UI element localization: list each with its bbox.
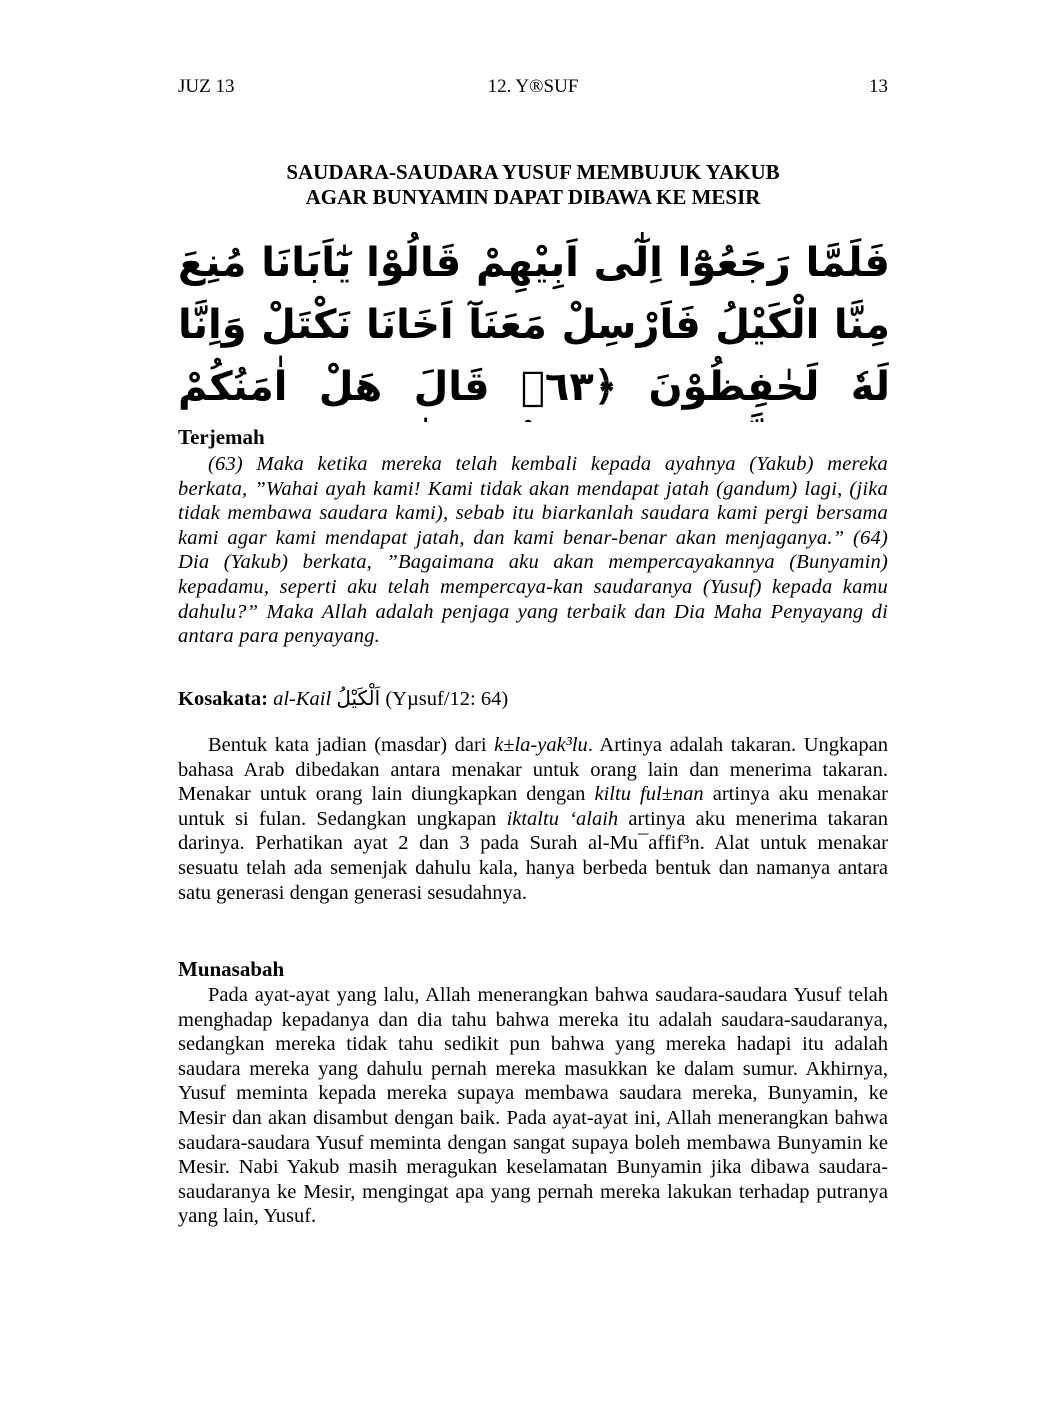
kosakata-arabic: اَلْكَيْلُ (336, 686, 381, 710)
kosakata-label: Kosakata: (178, 688, 268, 710)
munasabah-text: Pada ayat-ayat yang lalu, Allah menerangkan bahwa saudara-saudara Yusuf telah menghadap kepadanya dan dia tahu bahwa mereka itu adalah saudara-saudaranya, sedangkan mereka tidak tahu sedikit pun bahwa yang mereka hadapi itu adalah saudara mereka yang dahulu pernah mereka masukkan ke dalam sumur. Akhirnya, Yusuf meminta kepada mereka supaya membawa saudara mereka, Bunyamin, ke Mesir dan akan disambut dengan baik. Pada ayat-ayat ini, Allah menerangkan bahwa saudara-saudara Yusuf meminta dengan sangat supaya boleh membawa Bunyamin ke Mesir. Nabi Yakub masih meragukan keselamatan Bunyamin jika dibawa saudara-saudaranya ke Mesir, mengingat apa yang pernah mereka lakukan terhadap putranya yang lain, Yusuf. (178, 984, 888, 1228)
munasabah-heading: Munasabah (178, 957, 285, 981)
kosakata-explanation (178, 733, 888, 905)
kosakata-italic-2: kiltu ful±nan (594, 783, 704, 806)
kosakata-text-3: artinya aku menakar untuk si fulan. Sedangkan ungkapan (178, 783, 888, 830)
kosakata-term: al-Kail (273, 688, 332, 710)
kosakata-text-1: Bentuk kata jadian (masdar) dari (208, 734, 495, 756)
arabic-verse-line-1: فَلَمَّا رَجَعُوْٓا اِلٰٓى اَبِيْهِمْ قَالُوْا يٰٓاَبَانَا مُنِعَ مِنَّا الْكَيْلُ فَاَرْسِلْ مَعَنَآ اَخَانَا نَكْتَلْ وَاِنَّا (178, 240, 890, 348)
section-title-line-2: AGAR BUNYAMIN DAPAT DIBAWA KE MESIR (305, 185, 761, 209)
kosakata-text-4: artinya aku menerima takaran darinya. Perhatikan ayat 2 dan 3 pada Surah al-Mu¯affif³n. Alat untuk menakar sesuatu telah ada semenjak dahulu kala, hanya berbeda bentuk dan namanya antara satu generasi dengan generasi sesudahnya. (178, 807, 888, 904)
kosakata-reference: (Yµsuf/12: 64) (385, 688, 509, 710)
page-header (178, 76, 888, 104)
kosakata-italic-3: iktaltu ‘alaih (506, 807, 619, 830)
surah-label: 12. Y®SUF (487, 76, 579, 97)
kosakata-italic-1: k±la-yak³lu (494, 734, 588, 756)
terjemah-text: (63) Maka ketika mereka telah kembali kepada ayahnya (Yakub) mereka berkata, ”Wahai ayah kami! Kami tidak akan mendapat jatah (gandum) lagi, (jika tidak membawa saudara kami), sebab itu biarkanlah saudara kami pergi bersama kami agar kami mendapat jatah, dan kami benar-benar akan menjaganya.” (64) Dia (Yakub) berkata, ”Bagaimana aku akan mempercayakannya (Bunyamin) kepadamu, seperti aku telah mempercaya-kan saudaranya (Yusuf) kepada kamu dahulu?” Maka Allah adalah penjaga yang terbaik dan Dia Maha Penyayang di antara para penyayang. (178, 453, 888, 648)
section-title (178, 160, 888, 210)
kosakata-line (178, 686, 888, 711)
kosakata-text-2: . Artinya adalah takaran. Ungkapan bahasa Arab dibedakan antara menakar untuk orang lain dan menerima takaran. Menakar untuk orang lain diungkapkan dengan (178, 734, 888, 806)
arabic-verse-line-2: لَهٗ لَحٰفِظُوْنَ ﴿٦٣﴾ قَالَ هَلْ اٰمَنُكُمْ (178, 364, 890, 410)
page-number: 13 (869, 76, 888, 97)
arabic-verse-block (178, 232, 890, 422)
juz-label: JUZ 13 (178, 76, 235, 97)
terjemah-heading: Terjemah (178, 425, 265, 449)
section-title-line-1: SAUDARA-SAUDARA YUSUF MEMBUJUK YAKUB (286, 160, 780, 184)
